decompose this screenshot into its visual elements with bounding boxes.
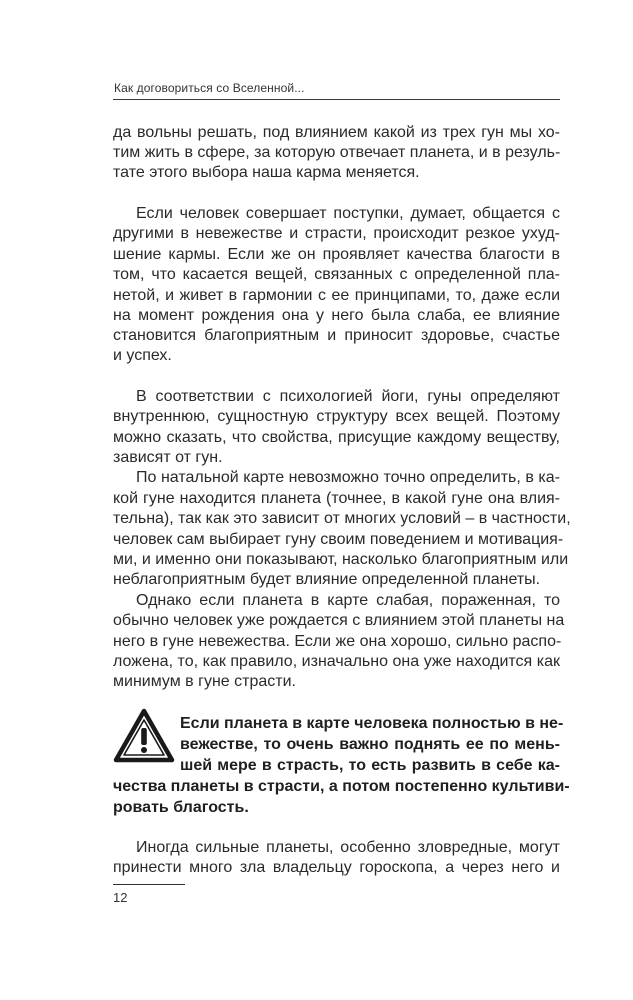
text-line: неблагоприятным будет влияние определенной планеты.: [113, 571, 541, 588]
text-line: обычно человек уже рождается с влиянием этой планеты на: [113, 612, 565, 629]
text-line: ложена, то, как правило, изначально она уже находится как: [113, 653, 560, 670]
text-line: Иногда сильные планеты, особенно зловредные, могут: [136, 839, 560, 856]
text-line: ми, и именно они показывают, насколько благоприятным или: [113, 551, 569, 568]
text-line: можно сказать, что свойства, присущие каждому веществу,: [113, 429, 560, 446]
warning-triangle-icon: [113, 708, 175, 764]
text-line: Однако если планета в карте слабая, пораженная, то: [136, 592, 560, 609]
text-line: зависят от гун.: [113, 449, 223, 466]
footer-rule: [113, 884, 185, 885]
text-line: на момент рождения она у него была слаба, ее влияние: [113, 307, 560, 324]
warning-text-line: Если планета в карте человека полностью в не-: [180, 715, 564, 732]
text-line: да вольны решать, под влиянием какой из трех гун мы хо-: [113, 124, 560, 141]
text-line: Если человек совершает поступки, думает, общается с: [136, 205, 560, 222]
text-line: становится благоприятным и приносит здоровье, счастье: [113, 327, 560, 344]
text-line: тим жить в сфере, за которую отвечает планета, и в резуль-: [113, 144, 561, 161]
text-line: По натальной карте невозможно точно определить, в ка-: [136, 469, 560, 486]
text-line: нетой, и живет в гармонии с ее принципами, то, даже если: [113, 287, 560, 304]
text-line: шение кармы. Если же он проявляет качества благости в: [113, 246, 560, 263]
text-line: принести много зла владельцу гороскопа, а через него и: [113, 859, 560, 876]
text-line: него в гуне невежества. Если же она хорошо, сильно распо-: [113, 633, 562, 650]
text-line: тате этого выбора наша карма меняется.: [113, 164, 420, 181]
page-number: 12: [113, 890, 128, 905]
running-head: [113, 80, 560, 100]
text-line: и успех.: [113, 347, 172, 364]
text-line: другими в невежестве и страсти, происходит резкое ухуд-: [113, 225, 560, 242]
warning-text-line: чества планеты в страсти, а потом постепенно культиви-: [113, 778, 570, 795]
warning-text-line: шей мере в страсть, то есть развить в себе ка-: [180, 757, 560, 774]
text-line: В соответствии с психологией йоги, гуны определяют: [136, 388, 560, 405]
text-line: кой гуне находится планета (точнее, в какой гуне она влия-: [113, 490, 560, 507]
running-title: Как договориться со Вселенной...: [114, 81, 305, 95]
text-line: том, что касается вещей, связанных с определенной пла-: [113, 266, 560, 283]
text-line: внутреннюю, сущностную структуру всех вещей. Поэтому: [113, 408, 560, 425]
text-line: человек сам выбирает гуну своим поведением и мотивация-: [113, 531, 564, 548]
warning-text-line: ровать благость.: [113, 799, 249, 816]
text-line: тельна), так как это зависит от многих условий – в частности,: [113, 510, 571, 527]
text-line: минимум в гуне страсти.: [113, 673, 296, 690]
warning-text-line: вежестве, то очень важно поднять ее по мень-: [180, 736, 560, 753]
